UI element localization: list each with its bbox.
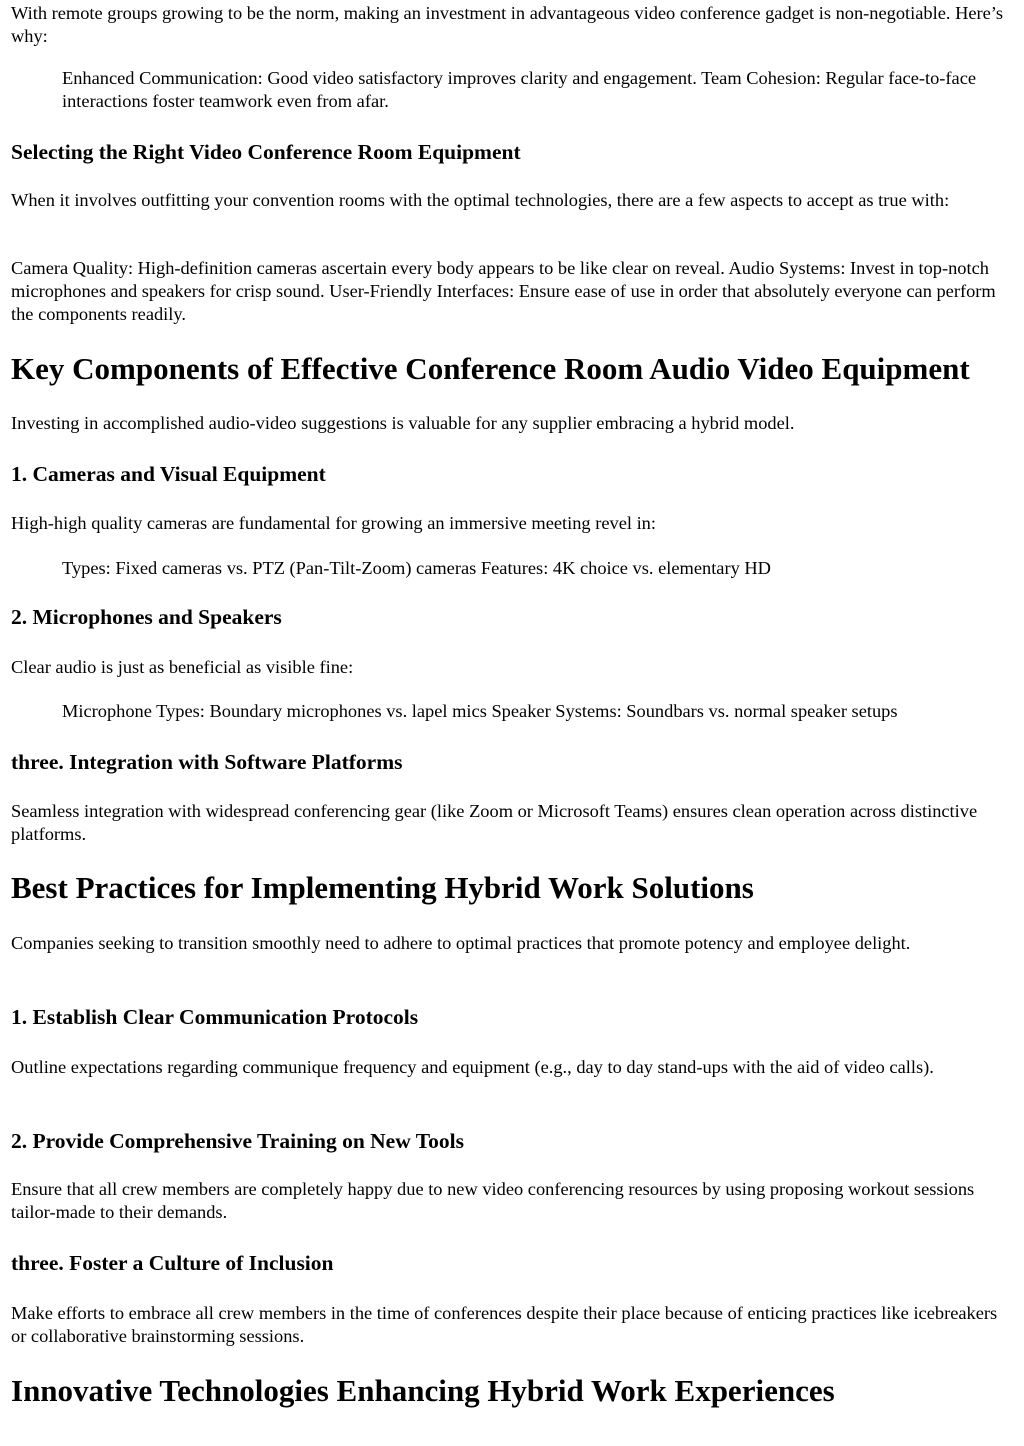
- paragraph: Make efforts to embrace all crew members in the time of conferences despite their place because of enticing practices like icebreakers or collaborative brainstorming sessions.: [11, 1303, 998, 1346]
- blockquote: Microphone Types: Boundary microphones vs. lapel mics Speaker Systems: Soundbars vs. normal speaker setups: [62, 701, 898, 721]
- section-heading: Selecting the Right Video Conference Room Equipment: [11, 140, 521, 164]
- paragraph: High-high quality cameras are fundamental for growing an immersive meeting revel in:: [11, 513, 656, 533]
- section-heading: three. Foster a Culture of Inclusion: [11, 1251, 334, 1275]
- paragraph: When it involves outfitting your convention rooms with the optimal technologies, there are a few aspects to accept as true with:: [11, 190, 950, 210]
- blockquote: Types: Fixed cameras vs. PTZ (Pan-Tilt-Zoom) cameras Features: 4K choice vs. elementary HD: [62, 558, 771, 578]
- paragraph: Clear audio is just as beneficial as visible fine:: [11, 657, 354, 677]
- section-heading: 1. Establish Clear Communication Protocols: [11, 1005, 419, 1029]
- paragraph: Seamless integration with widespread conferencing gear (like Zoom or Microsoft Teams) ensures clean operation across distinctive platforms.: [11, 801, 978, 844]
- section-heading: 2. Microphones and Speakers: [11, 605, 282, 629]
- paragraph: With remote groups growing to be the norm, making an investment in advantageous video conference gadget is non-negotiable. Here’s why:: [11, 3, 1004, 46]
- paragraph: Companies seeking to transition smoothly need to adhere to optimal practices that promote potency and employee delight.: [11, 933, 911, 953]
- paragraph: Camera Quality: High-definition cameras ascertain every body appears to be like clear on reveal. Audio Systems: Invest in top-notch microphones and speakers for crisp sound. User-Friendly Interfaces: Ensure ease of use in order that absolutely everyone can perform the components readily.: [11, 258, 996, 324]
- paragraph: Outline expectations regarding communique frequency and equipment (e.g., day to day stand-ups with the aid of video calls).: [11, 1057, 934, 1077]
- paragraph: Ensure that all crew members are completely happy due to new video conferencing resources by using proposing workout sessions tailor-made to their demands.: [11, 1179, 975, 1222]
- section-heading: 2. Provide Comprehensive Training on New Tools: [11, 1129, 464, 1153]
- blockquote: Enhanced Communication: Good video satisfactory improves clarity and engagement. Team Cohesion: Regular face-to-face interactions foster teamwork even from afar.: [62, 68, 977, 111]
- paragraph: Investing in accomplished audio-video suggestions is valuable for any supplier embracing a hybrid model.: [11, 413, 795, 433]
- section-heading: three. Integration with Software Platforms: [11, 750, 403, 774]
- chapter-heading: Key Components of Effective Conference Room Audio Video Equipment: [11, 351, 970, 386]
- chapter-heading: Innovative Technologies Enhancing Hybrid Work Experiences: [11, 1373, 835, 1408]
- chapter-heading: Best Practices for Implementing Hybrid Work Solutions: [11, 870, 754, 905]
- section-heading: 1. Cameras and Visual Equipment: [11, 462, 326, 486]
